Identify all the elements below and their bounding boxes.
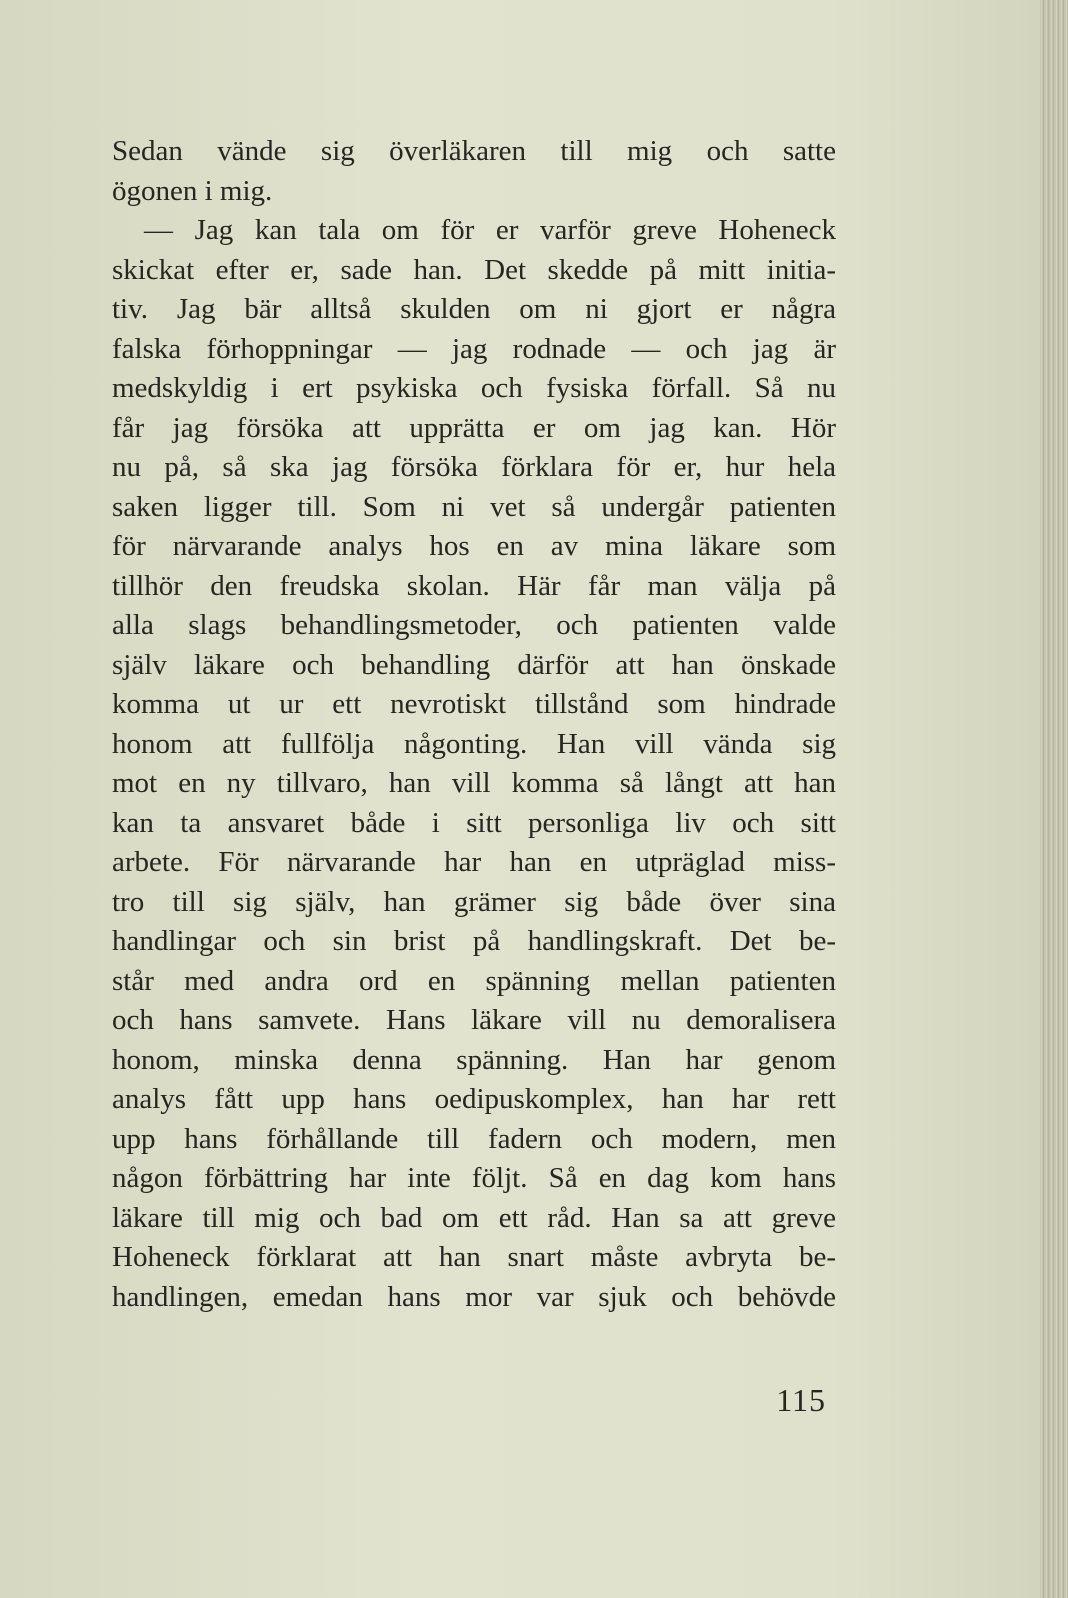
text-line: medskyldig i ert psykiska och fysiska förfall. Så nu [112, 372, 836, 404]
text-line: tro till sig själv, han grämer sig både över sina [112, 885, 836, 918]
text-line: tillhör den freudska skolan. Här får man välja på [112, 569, 836, 602]
text-line: handlingar och sin brist på handlingskraft. Det be- [112, 925, 836, 957]
page-edge [1040, 0, 1068, 1598]
text-line: Sedan vände sig överläkaren till mig och satte [112, 135, 836, 167]
text-line: analys fått upp hans oedipuskomplex, han har rett [112, 1083, 836, 1115]
body-text [112, 132, 836, 1317]
text-line: falska förhoppningar — jag rodnade — och jag är [112, 332, 836, 365]
text-line: läkare till mig och bad om ett råd. Han sa att greve [112, 1201, 836, 1234]
text-line: skickat efter er, sade han. Det skedde på mitt initia- [112, 253, 836, 286]
text-line: kan ta ansvaret både i sitt personliga liv och sitt [112, 806, 836, 839]
text-line: står med andra ord en spänning mellan patienten [112, 964, 836, 997]
text-line: någon förbättring har inte följt. Så en dag kom hans [112, 1162, 836, 1194]
text-line: själv läkare och behandling därför att han önskade [112, 648, 836, 681]
text-line: får jag försöka att upprätta er om jag kan. Hör [112, 411, 836, 444]
text-line: Hoheneck förklarat att han snart måste avbryta be- [112, 1241, 836, 1273]
text-line: honom, minska denna spänning. Han har genom [112, 1043, 836, 1076]
page-number: 115 [776, 1382, 826, 1418]
text-line: alla slags behandlingsmetoder, och patienten valde [112, 609, 836, 641]
text-line: — Jag kan tala om för er varför greve Hoheneck [144, 214, 836, 246]
text-line: saken ligger till. Som ni vet så undergår patienten [112, 490, 836, 523]
text-line: arbete. För närvarande har han en utpräglad miss- [112, 846, 836, 878]
text-line: tiv. Jag bär alltså skulden om ni gjort er några [112, 293, 836, 325]
text-line: och hans samvete. Hans läkare vill nu demoralisera [112, 1004, 836, 1036]
text-line: ögonen i mig. [112, 174, 273, 207]
text-line: komma ut ur ett nevrotiskt tillstånd som hindrade [112, 688, 836, 720]
text-line: upp hans förhållande till fadern och modern, men [112, 1122, 836, 1155]
text-line: handlingen, emedan hans mor var sjuk och behövde [112, 1280, 836, 1313]
text-line: för närvarande analys hos en av mina läkare som [112, 530, 836, 562]
text-line: nu på, så ska jag försöka förklara för er, hur hela [112, 451, 836, 483]
text-line: mot en ny tillvaro, han vill komma så långt att han [112, 767, 836, 799]
text-line: honom att fullfölja någonting. Han vill vända sig [112, 727, 836, 760]
